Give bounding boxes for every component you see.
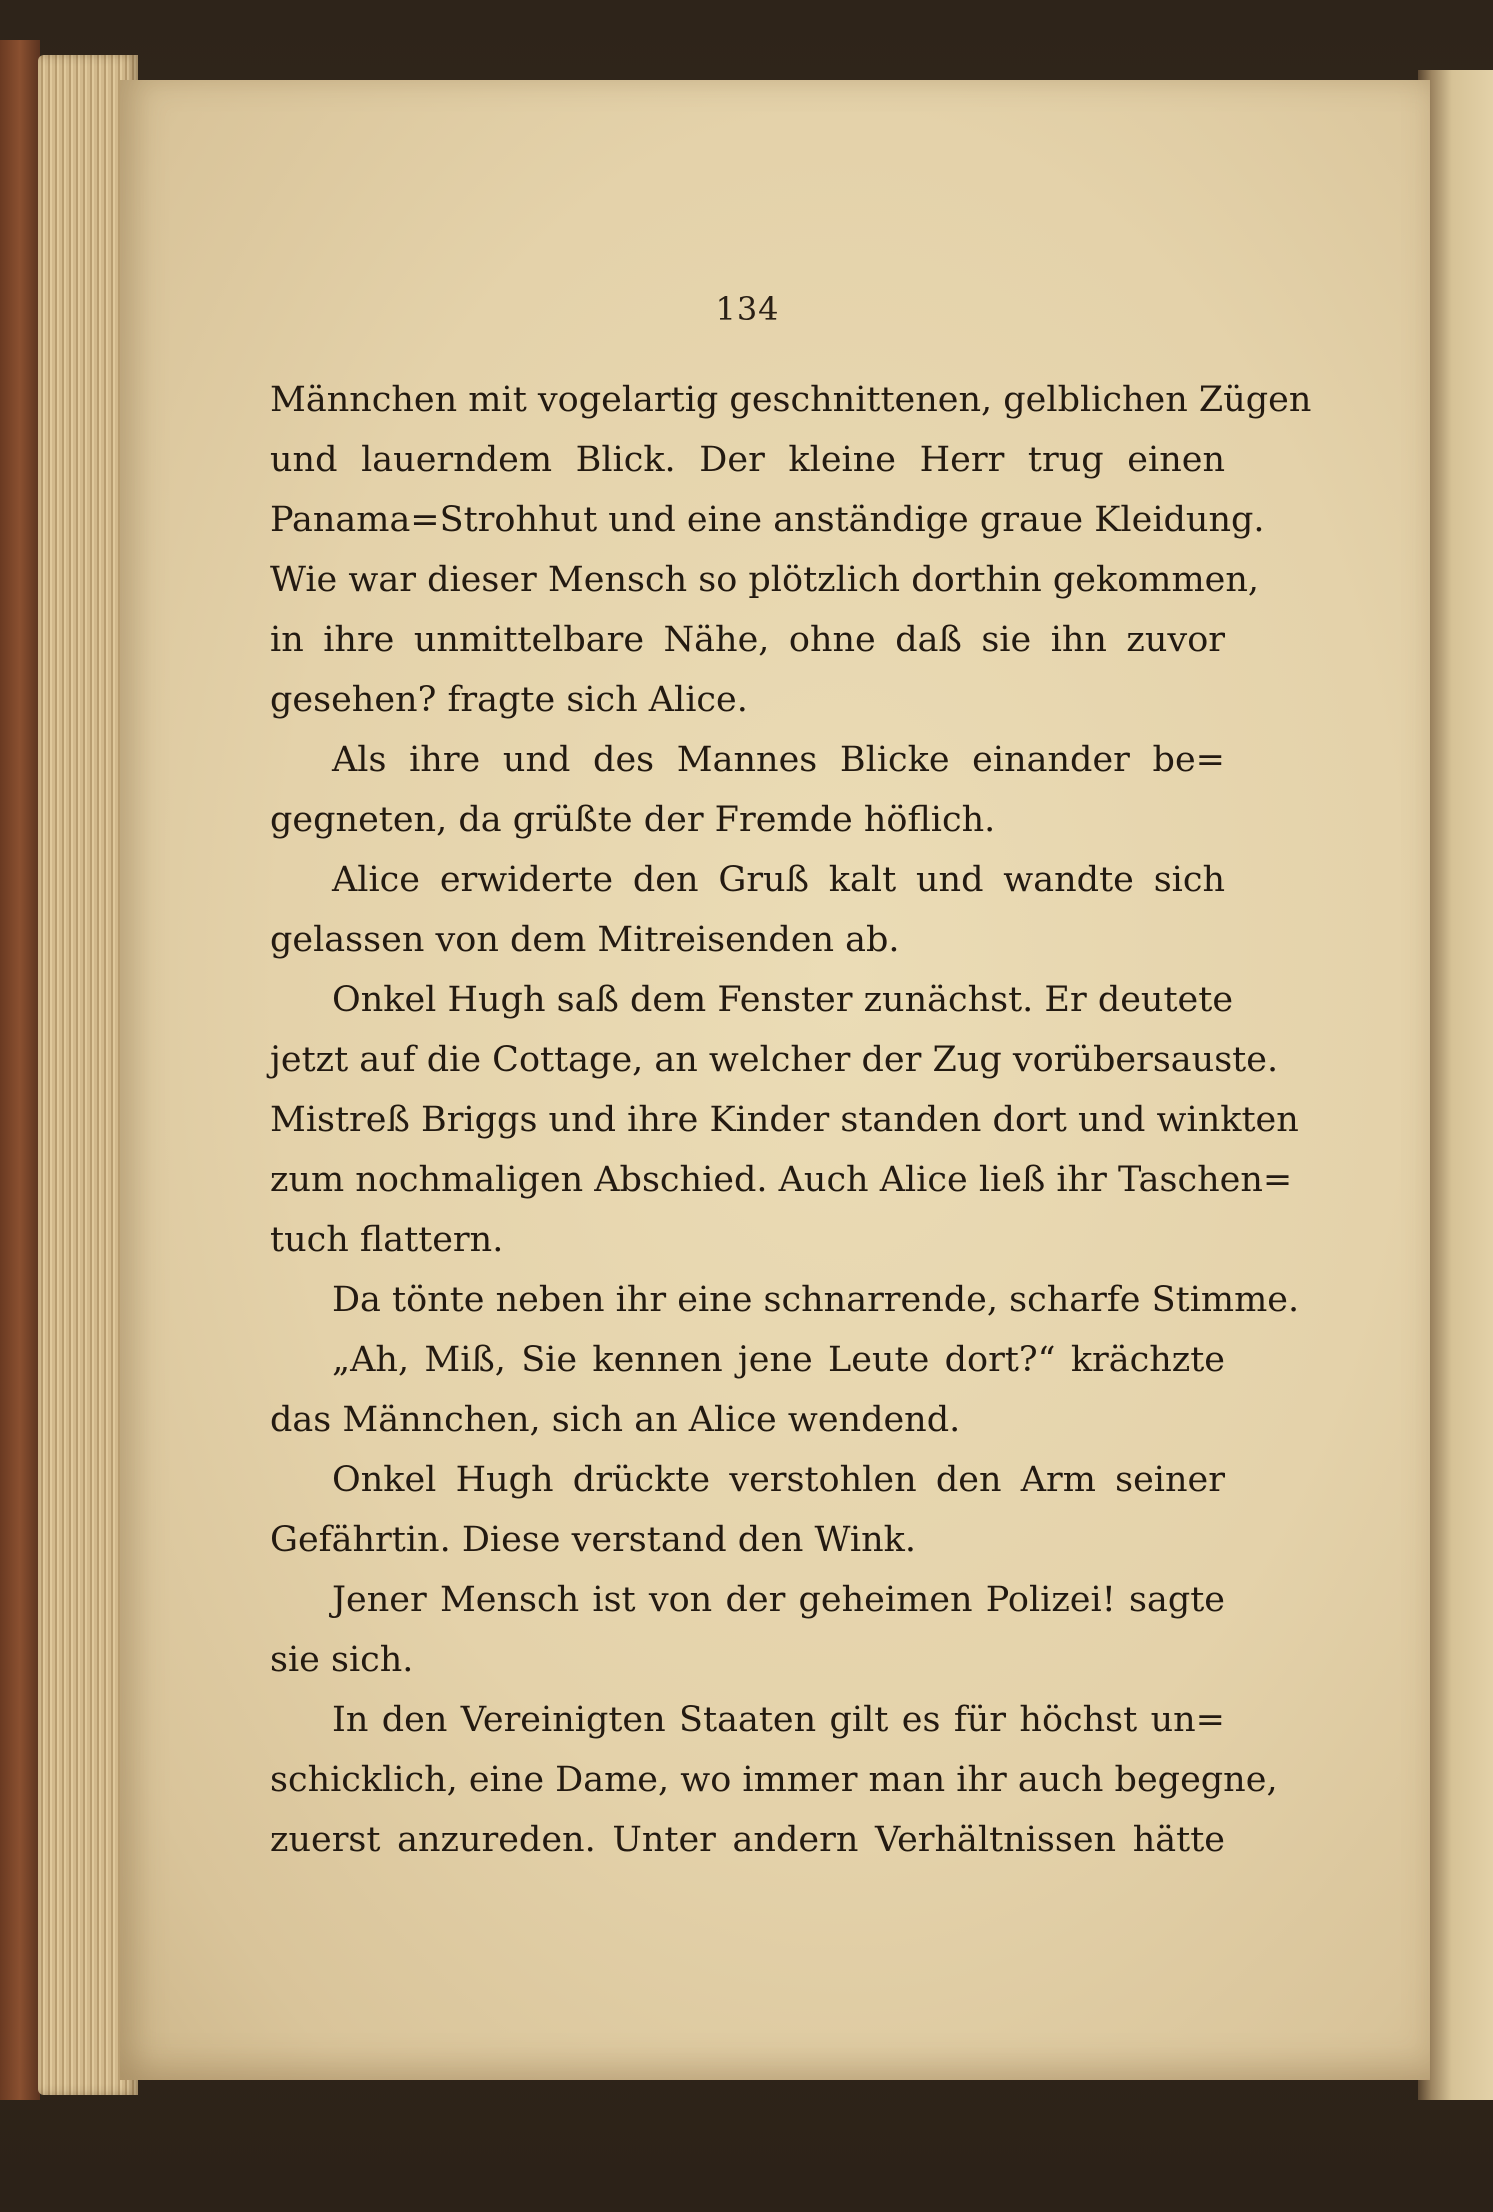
text-line: Als ihre und des Mannes Blicke einander be=	[332, 740, 1225, 780]
text-line: Gefährtin. Diese verstand den Wink.	[270, 1520, 916, 1560]
text-line: Wie war dieser Mensch so plötzlich dorthin gekommen,	[270, 560, 1260, 600]
text-line: Mistreß Briggs und ihre Kinder standen dort und winkten	[270, 1100, 1299, 1140]
text-line: in ihre unmittelbare Nähe, ohne daß sie ihn zuvor	[270, 620, 1225, 660]
text-line: Panama=Strohhut und eine anständige graue Kleidung.	[270, 500, 1265, 540]
text-line: Onkel Hugh saß dem Fenster zunächst. Er deutete	[332, 980, 1234, 1020]
text-line: sie sich.	[270, 1640, 414, 1680]
text-line: und lauerndem Blick. Der kleine Herr trug einen	[270, 440, 1225, 480]
text-line: gegneten, da grüßte der Fremde höflich.	[270, 800, 996, 840]
page-number: 134	[715, 290, 780, 328]
text-line: Da tönte neben ihr eine schnarrende, scharfe Stimme.	[332, 1280, 1300, 1320]
text-line: zuerst anzureden. Unter andern Verhältnissen hätte	[270, 1820, 1225, 1860]
text-line: das Männchen, sich an Alice wendend.	[270, 1400, 961, 1440]
text-line: tuch flattern.	[270, 1220, 504, 1260]
text-line: In den Vereinigten Staaten gilt es für höchst un=	[332, 1700, 1225, 1740]
text-line: schicklich, eine Dame, wo immer man ihr auch begegne,	[270, 1760, 1278, 1800]
text-line: gesehen? fragte sich Alice.	[270, 680, 748, 720]
text-line: zum nochmaligen Abschied. Auch Alice ließ ihr Taschen=	[270, 1160, 1293, 1200]
text-line: Alice erwiderte den Gruß kalt und wandte sich	[332, 860, 1225, 900]
text-line: Jener Mensch ist von der geheimen Polizei! sagte	[332, 1580, 1225, 1620]
book-cover-edge	[0, 40, 40, 2100]
text-line: jetzt auf die Cottage, an welcher der Zug vorübersauste.	[270, 1040, 1279, 1080]
text-line: Männchen mit vogelartig geschnittenen, gelblichen Zügen	[270, 380, 1312, 420]
text-line: „Ah, Miß, Sie kennen jene Leute dort?“ krächzte	[332, 1340, 1225, 1380]
text-line: Onkel Hugh drückte verstohlen den Arm seiner	[332, 1460, 1225, 1500]
text-line: gelassen von dem Mitreisenden ab.	[270, 920, 900, 960]
